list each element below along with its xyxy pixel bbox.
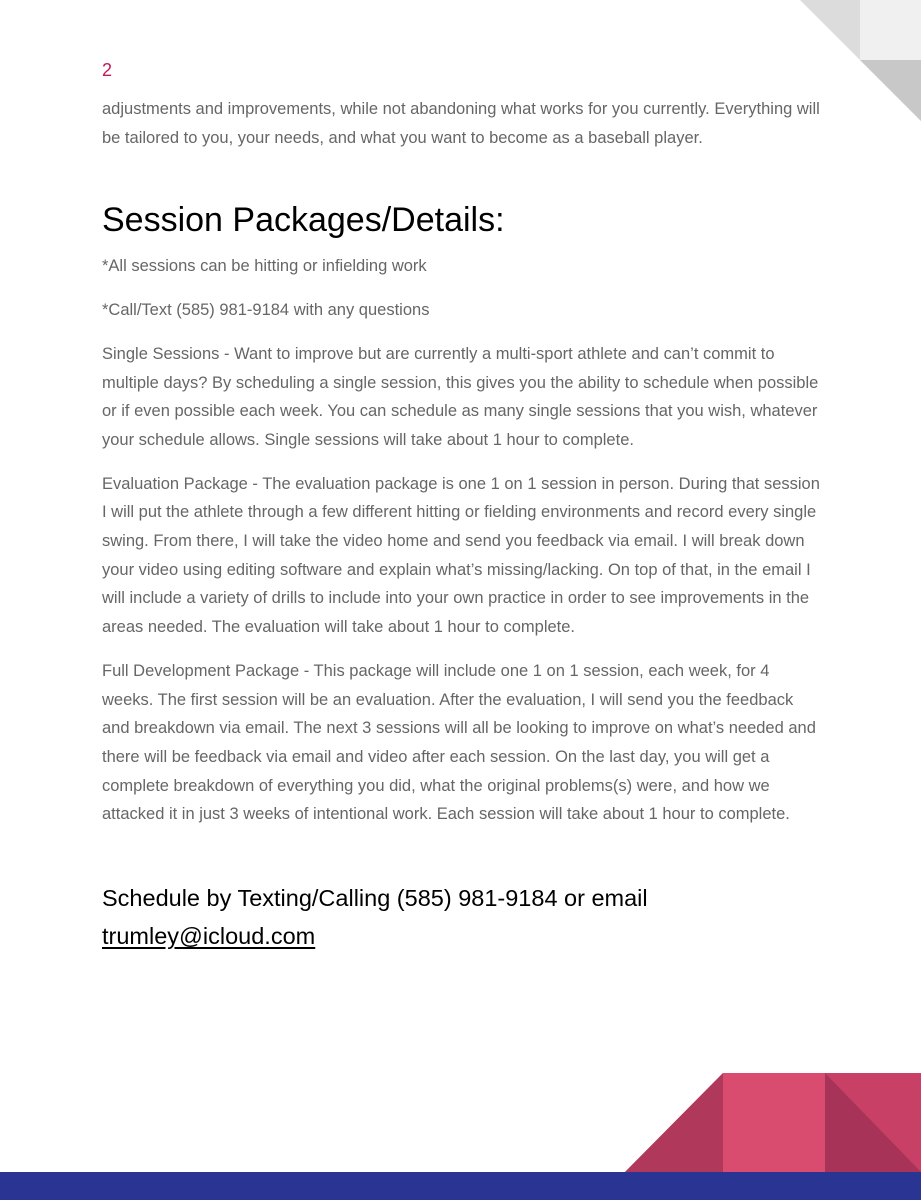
section-heading: Session Packages/Details: [102, 201, 505, 240]
intro-paragraph: adjustments and improvements, while not abandoning what works for you currently. Everything will be tailored to you, your needs, and what you want to become as a baseball player. [102, 100, 820, 147]
footer-bar [0, 1172, 921, 1200]
package-full-development: Full Development Package - This package will include one 1 on 1 session, each week, for 4 weeks. The first session will be an evaluation. After the evaluation, I will send you the feedback and breakdown via email. The next 3 sessions will all be looking to improve on what’s needed and there will be feedback via email and video after each session. On the last day, you will get a complete breakdown of everything you did, what the original problems(s) were, and how we attacked it in just 3 weeks of intentional work. Each session will take about 1 hour to complete. [102, 661, 816, 824]
email-link[interactable]: trumley@icloud.com [102, 923, 316, 950]
package-evaluation: Evaluation Package - The evaluation package is one 1 on 1 session in person. During that session I will put the athlete through a few different hitting or fielding environments and record every single swing. From there, I will take the video home and send you feedback via email. I will break down your video using editing software and explain what’s missing/lacking. On top of that, in the email I will include a variety of drills to include into your own practice in order to see improvements in the areas needed. The evaluation will take about 1 hour to complete. [102, 474, 820, 637]
page-number: 2 [102, 60, 113, 80]
schedule-text: Schedule by Texting/Calling (585) 981-9184 or email [102, 885, 648, 912]
note-call-text: *Call/Text (585) 981-9184 with any questions [102, 301, 430, 320]
package-single-sessions: Single Sessions - Want to improve but are currently a multi-sport athlete and can’t commit to multiple days? By scheduling a single session, this gives you the ability to schedule when possible or if even possible each week. You can schedule as many single sessions that you wish, whatever your schedule allows. Single sessions will take about 1 hour to complete. [102, 344, 819, 449]
note-sessions-type: *All sessions can be hitting or infielding work [102, 257, 427, 276]
footer-dark-triangle [625, 1073, 723, 1172]
